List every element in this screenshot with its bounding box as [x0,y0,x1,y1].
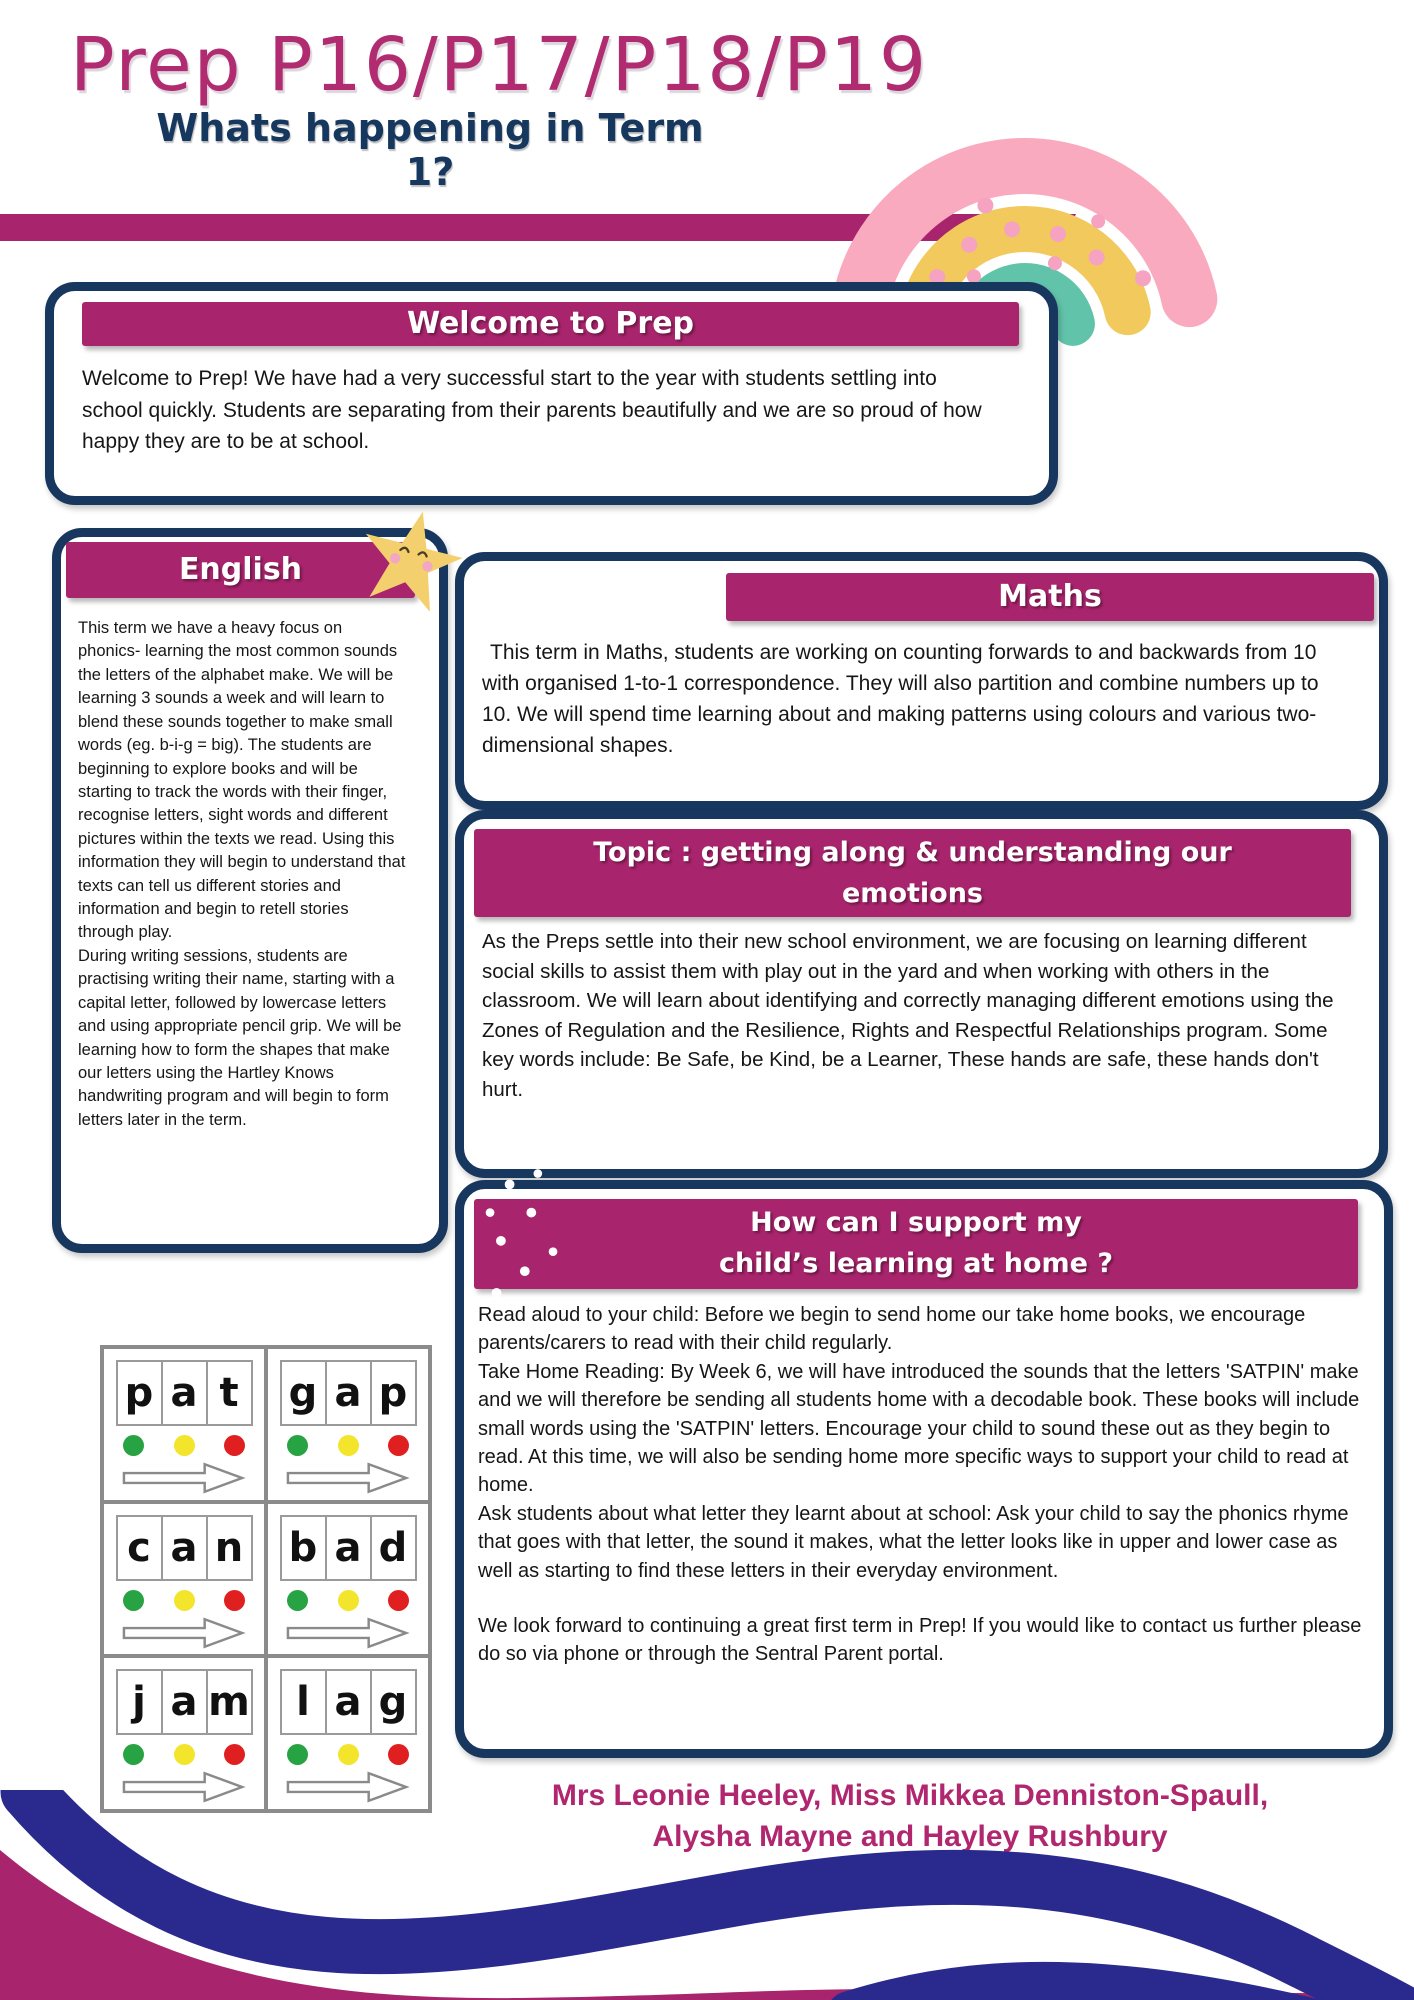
sound-dot [224,1744,245,1765]
welcome-heading: Welcome to Prep [82,302,1019,346]
letter-box: l [280,1669,327,1735]
topic-heading-line2: emotions [842,877,983,909]
letter-boxes [116,1669,253,1735]
sound-dot [338,1744,359,1765]
sound-dot [174,1435,195,1456]
letter-box: b [280,1515,327,1581]
english-paragraph-2: During writing sessions, students are practising writing their name, starting with a capital letter, followed by lowercase letters and using appropriate pencil grip. We will be learning how to form the shapes that make our letters using the Hartley Knows handwriting program and will begin to form letters later in the term. [78,946,402,1129]
sound-dots [287,1744,409,1765]
letter-box: g [370,1669,417,1735]
support-heading-line1: How can I support my [750,1207,1082,1238]
letter-box: g [280,1360,327,1426]
support-paragraph-2: Take Home Reading: By Week 6, we will have introduced the sounds that the letters 'SATPIN' make and we will therefore be sending all students home with a decodable book. These books will include small words using the 'SATPIN' letters. Encourage your child to sound these out as they begin to read. At this time, we will also be sending home more specific ways to support your child to read at home. [478,1360,1360,1497]
letter-box: p [370,1360,417,1426]
wave-blue-band [28,1792,1414,2000]
page-title: Prep P16/P17/P18/P19 [70,22,929,108]
signature-line2: Alysha Mayne and Hayley Rushbury [652,1819,1168,1853]
english-body [78,617,408,1132]
phonics-card [266,1656,430,1811]
arrow-icon [284,1461,412,1495]
sound-dots [287,1435,409,1456]
letter-box: p [116,1360,163,1426]
support-paragraph-4: We look forward to continuing a great first term in Prep! If you would like to contact us further please do so via phone or through the Sentral Parent portal. [478,1614,1362,1666]
letter-box: a [325,1515,372,1581]
sound-dot [287,1590,308,1611]
page-subtitle: Whats happening in Term 1? [156,106,704,194]
sound-dot [224,1435,245,1456]
letter-box: a [161,1669,208,1735]
sound-dots [287,1590,409,1611]
phonics-card [266,1347,430,1502]
topic-heading [474,829,1351,917]
sound-dot [388,1435,409,1456]
star-icon [359,507,463,611]
topic-body: As the Preps settle into their new school environment, we are focusing on learning different social skills to assist them with play out in the yard and when working with others in the classroom. We will learn about identifying and correctly managing different emotions using the Zones of Regulation and the Resilience, Rights and Respectful Relationships program. Some key words include: Be Safe, be Kind, be a Learner, These hands are safe, these hands don't hurt. [482,930,1334,1101]
letter-box: a [325,1669,372,1735]
support-paragraph-3: Ask students about what letter they learnt about at school: Ask your child to say the phonics rhyme that goes with that letter, the sound it makes, what the letter looks like in upper and lower case as well as starting to find these letters in their everyday environment. [478,1502,1349,1582]
letter-boxes [116,1515,253,1581]
phonics-cards-grid [100,1345,432,1813]
letter-box: c [116,1515,163,1581]
letter-box: n [206,1515,253,1581]
maths-body: This term in Maths, students are working on counting forwards to and backwards from 10 with organised 1-to-1 correspondence. They will also partition and combine numbers up to 10. We will spend time learning about and making patterns using colours and various two-dimensional shapes. [482,641,1319,758]
letter-box: t [206,1360,253,1426]
sound-dot [174,1744,195,1765]
maths-heading: Maths [726,573,1374,621]
support-box [455,1180,1393,1758]
sound-dot [388,1744,409,1765]
support-body [478,1301,1368,1669]
letter-boxes [280,1515,417,1581]
wave-decoration [0,1790,1414,2000]
welcome-box [45,282,1058,505]
letter-boxes [280,1360,417,1426]
sound-dot [287,1744,308,1765]
phonics-card [102,1347,266,1502]
support-paragraph-1: Read aloud to your child: Before we begin to send home our take home books, we encourage parents/carers to read with their child regularly. [478,1304,1306,1355]
sound-dot [338,1435,359,1456]
arrow-icon [120,1616,248,1650]
letter-boxes [116,1360,253,1426]
signature-line1: Mrs Leonie Heeley, Miss Mikkea Denniston-Spaull, [551,1779,1269,1812]
maths-box [455,552,1388,810]
letter-box: a [161,1515,208,1581]
sound-dot [287,1435,308,1456]
sound-dot [123,1744,144,1765]
sound-dot [338,1590,359,1611]
topic-box [455,810,1388,1178]
sound-dot [174,1590,195,1611]
letter-box: a [161,1360,208,1426]
sound-dot [224,1590,245,1611]
sound-dots [123,1435,245,1456]
sound-dot [123,1435,144,1456]
arrow-icon [284,1616,412,1650]
letter-box: a [325,1360,372,1426]
sound-dots [123,1590,245,1611]
phonics-card [102,1502,266,1657]
english-heading: English [66,542,415,598]
letter-box: j [116,1669,163,1735]
arrow-icon [120,1461,248,1495]
english-box [52,528,448,1253]
welcome-body: Welcome to Prep! We have had a very successful start to the year with students settling into school quickly. Students are separating from their parents beautifully and we are so proud of how happy they are to be at school. [82,367,982,453]
sound-dot [388,1590,409,1611]
english-paragraph-1: This term we have a heavy focus on phonics- learning the most common sounds the letters of the alphabet make. We will be learning 3 sounds a week and will learn to blend these sounds together to make small words (eg. b-i-g = big). The students are beginning to explore books and will be starting to track the words with their finger, recognise letters, sight words and different pictures within the texts we read. Using this information they will begin to understand that texts can tell us different stories and information and begin to retell stories through play. [78,619,406,942]
phonics-card [266,1502,430,1657]
support-heading-line2: child’s learning at home ? [718,1247,1114,1279]
letter-boxes [280,1669,417,1735]
topic-heading-line1: Topic : getting along & understanding our [593,837,1232,868]
letter-box: m [206,1669,253,1735]
phonics-card [102,1656,266,1811]
letter-box: d [370,1515,417,1581]
sound-dot [123,1590,144,1611]
sound-dots [123,1744,245,1765]
